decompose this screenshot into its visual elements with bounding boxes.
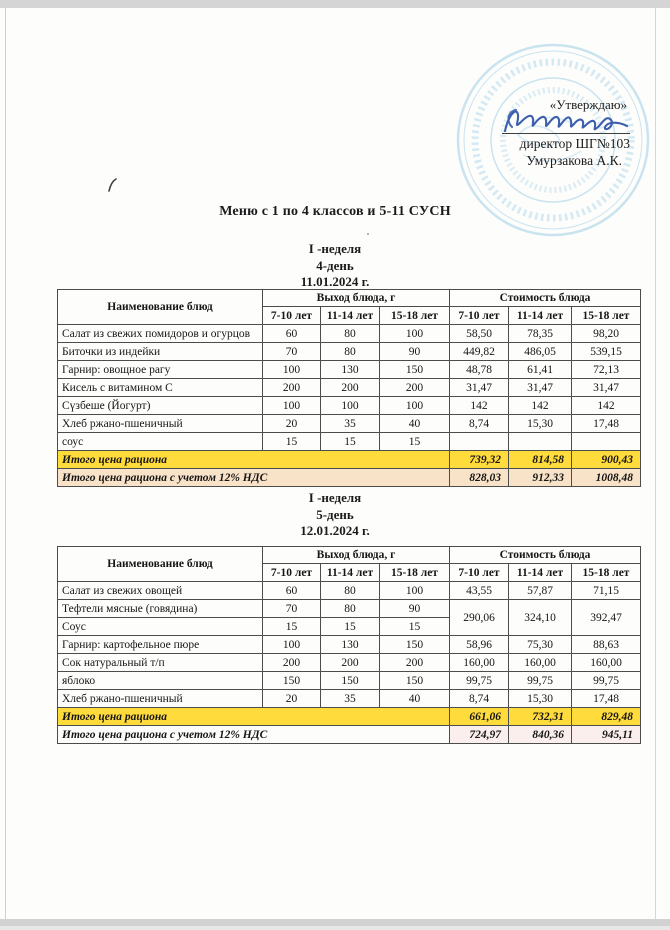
cost-value bbox=[572, 433, 641, 451]
yield-value: 150 bbox=[380, 361, 450, 379]
cost-value: 78,35 bbox=[509, 325, 572, 343]
yield-value: 150 bbox=[321, 672, 380, 690]
yield-value: 150 bbox=[380, 636, 450, 654]
dish-name: Салат из свежих помидоров и огурцов bbox=[58, 325, 263, 343]
yield-value: 15 bbox=[263, 618, 321, 636]
dish-name: Хлеб ржано-пшеничный bbox=[58, 415, 263, 433]
cost-value: 98,20 bbox=[572, 325, 641, 343]
menu-table-day5 bbox=[57, 546, 641, 744]
approve-quote: «Утверждаю» bbox=[549, 97, 627, 112]
column-header-age: 11-14 лет bbox=[509, 564, 572, 582]
dish-row bbox=[58, 343, 641, 361]
total-vat-value: 724,97 bbox=[450, 726, 509, 744]
column-header-age: 7-10 лет bbox=[263, 307, 321, 325]
yield-value: 100 bbox=[263, 397, 321, 415]
column-group-yield: Выход блюда, г bbox=[263, 547, 450, 564]
total-value: 900,43 bbox=[572, 451, 641, 469]
cost-value: 31,47 bbox=[450, 379, 509, 397]
cost-value: 75,30 bbox=[509, 636, 572, 654]
section1-week: I -неделя bbox=[308, 241, 362, 256]
yield-value: 20 bbox=[263, 690, 321, 708]
menu-table-day4 bbox=[57, 289, 641, 487]
total-vat-value: 828,03 bbox=[450, 469, 509, 487]
cost-value: 324,10 bbox=[509, 600, 572, 636]
yield-value: 200 bbox=[380, 379, 450, 397]
yield-value: 80 bbox=[321, 582, 380, 600]
yield-value: 150 bbox=[380, 672, 450, 690]
cost-value: 58,96 bbox=[450, 636, 509, 654]
cost-value: 8,74 bbox=[450, 415, 509, 433]
cost-value: 99,75 bbox=[509, 672, 572, 690]
column-header-age: 11-14 лет bbox=[321, 307, 380, 325]
cost-value: 99,75 bbox=[572, 672, 641, 690]
yield-value: 15 bbox=[321, 433, 380, 451]
section1-day: 4-день bbox=[316, 257, 354, 273]
dish-name: Сүзбеше (Йогурт) bbox=[58, 397, 263, 415]
yield-value: 100 bbox=[380, 582, 450, 600]
dish-row bbox=[58, 582, 641, 600]
cost-value bbox=[450, 433, 509, 451]
section2-week: I -неделя bbox=[308, 490, 362, 505]
column-header-age: 15-18 лет bbox=[572, 564, 641, 582]
cost-value: 392,47 bbox=[572, 600, 641, 636]
yield-value: 40 bbox=[380, 690, 450, 708]
yield-value: 40 bbox=[380, 415, 450, 433]
column-header-age: 15-18 лет bbox=[572, 307, 641, 325]
dish-name: Гарнир: картофельное пюре bbox=[58, 636, 263, 654]
total-vat-value: 912,33 bbox=[509, 469, 572, 487]
scan-speck bbox=[367, 233, 369, 235]
section2-heading bbox=[0, 490, 670, 540]
cost-value: 539,15 bbox=[572, 343, 641, 361]
yield-value: 200 bbox=[380, 654, 450, 672]
total-vat-value: 1008,48 bbox=[572, 469, 641, 487]
total-label: Итого цена рациона bbox=[58, 708, 450, 726]
signature-underline bbox=[502, 133, 630, 134]
pen-mark bbox=[106, 176, 120, 194]
dish-row bbox=[58, 636, 641, 654]
cost-value: 142 bbox=[509, 397, 572, 415]
cost-value: 160,00 bbox=[509, 654, 572, 672]
yield-value: 35 bbox=[321, 690, 380, 708]
cost-value: 142 bbox=[450, 397, 509, 415]
dish-name: Гарнир: овощное рагу bbox=[58, 361, 263, 379]
yield-value: 200 bbox=[263, 654, 321, 672]
column-header-age: 15-18 лет bbox=[380, 564, 450, 582]
scan-edge-left bbox=[5, 8, 6, 919]
cost-value bbox=[509, 433, 572, 451]
total-value: 739,32 bbox=[450, 451, 509, 469]
yield-value: 100 bbox=[263, 361, 321, 379]
total-vat-value: 840,36 bbox=[509, 726, 572, 744]
cost-value: 61,41 bbox=[509, 361, 572, 379]
total-row bbox=[58, 451, 641, 469]
dish-name: Тефтели мясные (говядина) bbox=[58, 600, 263, 618]
cost-value: 43,55 bbox=[450, 582, 509, 600]
total-row bbox=[58, 708, 641, 726]
column-header-age: 11-14 лет bbox=[509, 307, 572, 325]
cost-value: 71,15 bbox=[572, 582, 641, 600]
yield-value: 100 bbox=[380, 397, 450, 415]
yield-value: 90 bbox=[380, 343, 450, 361]
director-title: директор ШГ№103 bbox=[519, 136, 630, 151]
yield-value: 60 bbox=[263, 325, 321, 343]
column-header-dish: Наименование блюд bbox=[58, 547, 263, 582]
dish-name: Салат из свежих овощей bbox=[58, 582, 263, 600]
cost-value: 17,48 bbox=[572, 690, 641, 708]
dish-row bbox=[58, 600, 641, 618]
cost-value: 58,50 bbox=[450, 325, 509, 343]
yield-value: 130 bbox=[321, 636, 380, 654]
yield-value: 130 bbox=[321, 361, 380, 379]
cost-value: 57,87 bbox=[509, 582, 572, 600]
yield-value: 35 bbox=[321, 415, 380, 433]
column-group-cost: Стоимость блюда bbox=[450, 547, 641, 564]
column-header-age: 7-10 лет bbox=[263, 564, 321, 582]
cost-value: 160,00 bbox=[572, 654, 641, 672]
yield-value: 80 bbox=[321, 600, 380, 618]
yield-value: 70 bbox=[263, 600, 321, 618]
director-name: Умурзакова А.К. bbox=[526, 153, 622, 168]
dish-row bbox=[58, 379, 641, 397]
cost-value: 8,74 bbox=[450, 690, 509, 708]
scan-edge-top bbox=[0, 0, 670, 8]
dish-row bbox=[58, 415, 641, 433]
total-vat-label: Итого цена рациона с учетом 12% НДС bbox=[58, 469, 450, 487]
total-label: Итого цена рациона bbox=[58, 451, 450, 469]
yield-value: 200 bbox=[321, 654, 380, 672]
total-vat-value: 945,11 bbox=[572, 726, 641, 744]
total-value: 814,58 bbox=[509, 451, 572, 469]
column-header-age: 15-18 лет bbox=[380, 307, 450, 325]
yield-value: 20 bbox=[263, 415, 321, 433]
yield-value: 200 bbox=[321, 379, 380, 397]
total-vat-row bbox=[58, 726, 641, 744]
scan-edge-bottom bbox=[0, 919, 670, 926]
cost-value: 449,82 bbox=[450, 343, 509, 361]
yield-value: 200 bbox=[263, 379, 321, 397]
cost-value: 160,00 bbox=[450, 654, 509, 672]
yield-value: 90 bbox=[380, 600, 450, 618]
cost-value: 31,47 bbox=[572, 379, 641, 397]
total-value: 829,48 bbox=[572, 708, 641, 726]
cost-value: 48,78 bbox=[450, 361, 509, 379]
section1-heading bbox=[0, 241, 670, 291]
cost-value: 88,63 bbox=[572, 636, 641, 654]
yield-value: 15 bbox=[380, 433, 450, 451]
dish-name: Хлеб ржано-пшеничный bbox=[58, 690, 263, 708]
dish-row bbox=[58, 433, 641, 451]
yield-value: 80 bbox=[321, 343, 380, 361]
cost-value: 142 bbox=[572, 397, 641, 415]
dish-row bbox=[58, 361, 641, 379]
column-group-cost: Стоимость блюда bbox=[450, 290, 641, 307]
yield-value: 100 bbox=[380, 325, 450, 343]
yield-value: 100 bbox=[321, 397, 380, 415]
column-group-yield: Выход блюда, г bbox=[263, 290, 450, 307]
cost-value: 31,47 bbox=[509, 379, 572, 397]
cost-value: 15,30 bbox=[509, 690, 572, 708]
yield-value: 80 bbox=[321, 325, 380, 343]
section1-date: 11.01.2024 г. bbox=[300, 274, 370, 289]
section2-date: 12.01.2024 г. bbox=[300, 523, 370, 538]
dish-row bbox=[58, 325, 641, 343]
yield-value: 60 bbox=[263, 582, 321, 600]
dish-row bbox=[58, 654, 641, 672]
column-header-age: 7-10 лет bbox=[450, 307, 509, 325]
cost-value: 15,30 bbox=[509, 415, 572, 433]
yield-value: 150 bbox=[263, 672, 321, 690]
section2-day: 5-день bbox=[316, 506, 354, 522]
cost-value: 290,06 bbox=[450, 600, 509, 636]
dish-row bbox=[58, 672, 641, 690]
column-header-age: 11-14 лет bbox=[321, 564, 380, 582]
yield-value: 70 bbox=[263, 343, 321, 361]
total-vat-row bbox=[58, 469, 641, 487]
yield-value: 15 bbox=[263, 433, 321, 451]
page-title: Меню с 1 по 4 классов и 5-11 СУСН bbox=[219, 204, 451, 219]
dish-name: Кисель с витамином С bbox=[58, 379, 263, 397]
dish-row bbox=[58, 397, 641, 415]
total-value: 661,06 bbox=[450, 708, 509, 726]
scan-edge-right bbox=[655, 8, 656, 919]
yield-value: 15 bbox=[380, 618, 450, 636]
total-value: 732,31 bbox=[509, 708, 572, 726]
dish-name: яблоко bbox=[58, 672, 263, 690]
dish-name: соус bbox=[58, 433, 263, 451]
column-header-age: 7-10 лет bbox=[450, 564, 509, 582]
total-vat-label: Итого цена рациона с учетом 12% НДС bbox=[58, 726, 450, 744]
dish-name: Соус bbox=[58, 618, 263, 636]
cost-value: 72,13 bbox=[572, 361, 641, 379]
dish-name: Биточки из индейки bbox=[58, 343, 263, 361]
scan-edge-bottom-light bbox=[0, 926, 670, 930]
cost-value: 486,05 bbox=[509, 343, 572, 361]
cost-value: 99,75 bbox=[450, 672, 509, 690]
yield-value: 100 bbox=[263, 636, 321, 654]
column-header-dish: Наименование блюд bbox=[58, 290, 263, 325]
dish-name: Сок натуральный т/п bbox=[58, 654, 263, 672]
yield-value: 15 bbox=[321, 618, 380, 636]
dish-row bbox=[58, 690, 641, 708]
cost-value: 17,48 bbox=[572, 415, 641, 433]
